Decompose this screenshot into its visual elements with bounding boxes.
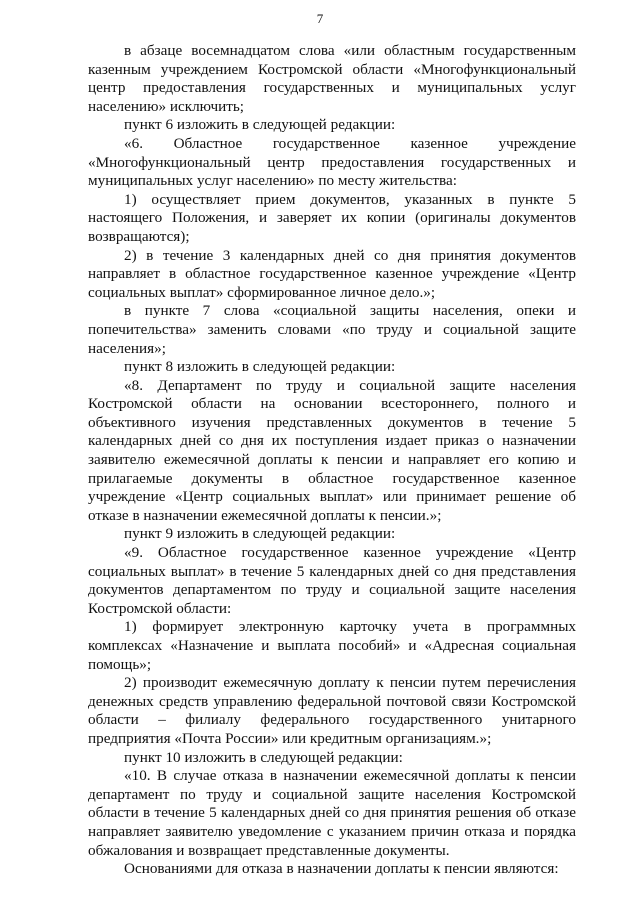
- paragraph-9: пункт 9 изложить в следующей редакции:: [124, 525, 396, 543]
- paragraph-6: в пункте 7 слова «социальной защиты населения, опеки и попечительства» заменить словами «по труду и социальной защите населения»;: [88, 302, 576, 357]
- paragraph-15: Основаниями для отказа в назначении доплаты к пенсии являются:: [124, 860, 559, 878]
- paragraph-12: 2) производит ежемесячную доплату к пенсии путем перечисления денежных средств управлению федеральной почтовой связи Костромской области – филиалу федерального государственного унитарного предприятия «Почта России» или кредитным организациям.»;: [88, 674, 576, 747]
- paragraph-1: в абзаце восемнадцатом слова «или областным государственным казенным учреждением Костромской области «Многофункциональный центр предоставления государственных и муниципальных услуг населению» исключить;: [88, 42, 576, 115]
- paragraph-7: пункт 8 изложить в следующей редакции:: [124, 358, 396, 376]
- paragraph-8: «8. Департамент по труду и социальной защите населения Костромской области на основании всестороннего, полного и объективного изучения представленных документов в течение 5 календарных дней со дня их поступления издает приказ о назначении заявителю ежемесячной доплаты к пенсии и направляет его копию и прилагаемые документы в областное государственное казенное учреждение «Центр социальных выплат» или принимает решение об отказе в назначении ежемесячной доплаты к пенсии.»;: [88, 376, 576, 524]
- paragraph-2: пункт 6 изложить в следующей редакции:: [124, 116, 396, 134]
- paragraph-10: «9. Областное государственное казенное учреждение «Центр социальных выплат» в течение 5 календарных дней со дня представления документов департаментом по труду и социальной защите населения Костромской области:: [88, 544, 576, 617]
- paragraph-11: 1) формирует электронную карточку учета в программных комплексах «Назначение и выплата пособий» и «Адресная социальная помощь»;: [88, 618, 576, 673]
- paragraph-3: «6. Областное государственное казенное учреждение «Многофункциональный центр предоставления государственных и муниципальных услуг населению» по месту жительства:: [88, 134, 576, 190]
- paragraph-5: 2) в течение 3 календарных дней со дня принятия документов направляет в областное государственное казенное учреждение «Центр социальных выплат» сформированное личное дело.»;: [88, 246, 576, 301]
- paragraph-13: пункт 10 изложить в следующей редакции:: [124, 748, 403, 766]
- paragraph-4: 1) осуществляет прием документов, указанных в пункте 5 настоящего Положения, и заверяет их копии (оригиналы документов возвращаются);: [88, 190, 576, 245]
- document-body: [88, 42, 576, 879]
- page-number: 7: [316, 11, 324, 26]
- paragraph-14: «10. В случае отказа в назначении ежемесячной доплаты к пенсии департамент по труду и социальной защите населения Костромской области в течение 5 календарных дней со дня принятия решения об отказе направляет заявителю уведомление с указанием причин отказа и порядка обжалования и возвращает представленные документы.: [88, 767, 576, 859]
